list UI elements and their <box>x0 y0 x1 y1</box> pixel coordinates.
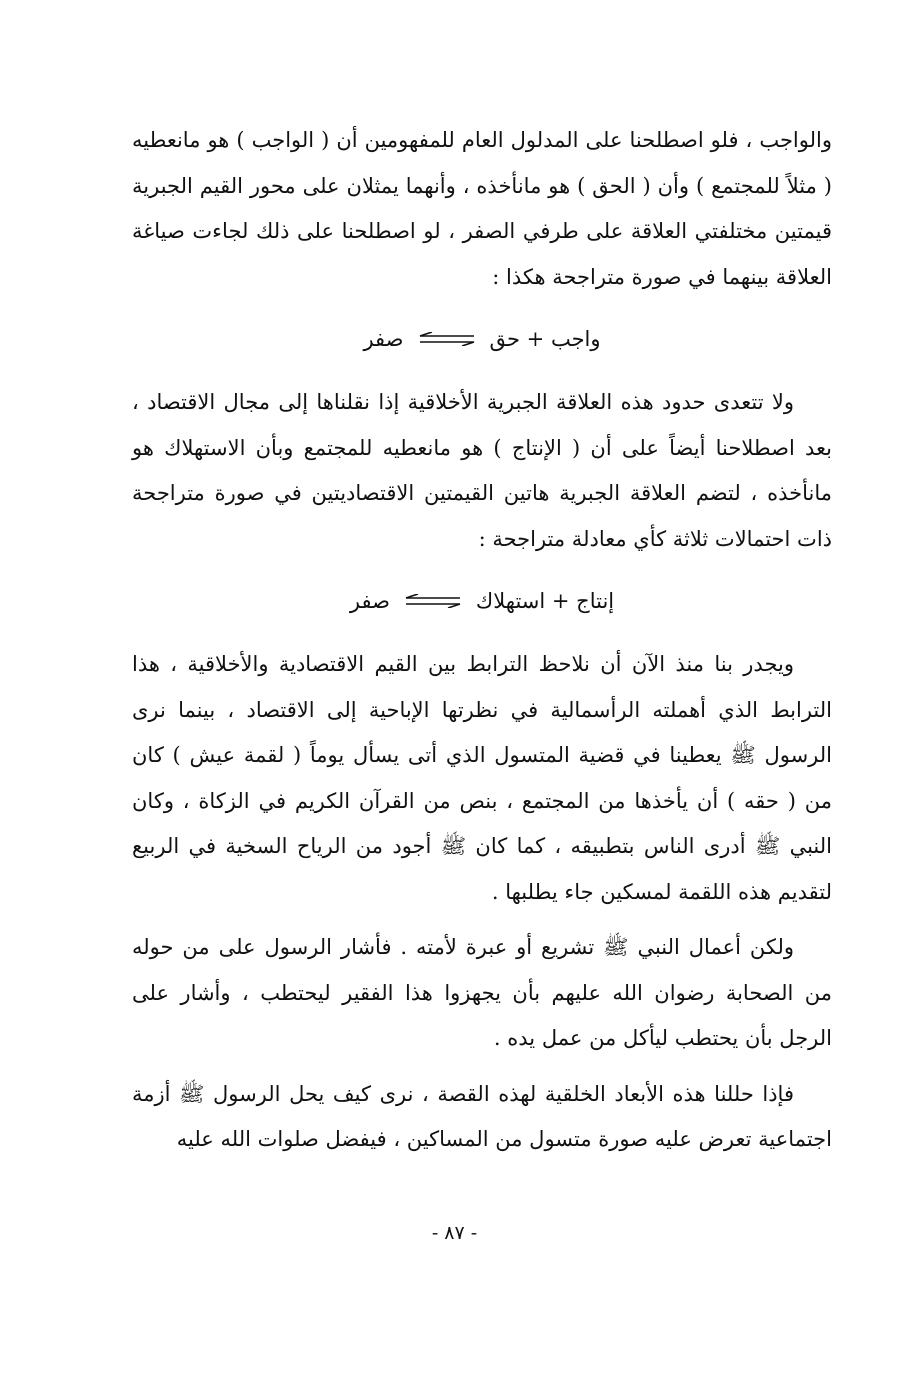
formula-lhs: إنتاج + استهلاك <box>475 589 615 613</box>
page-number: - ٨٧ - <box>431 1222 478 1244</box>
paragraph-2: ولا تتعدى حدود هذه العلاقة الجبرية الأخلاقية إذا نقلناها إلى مجال الاقتصاد ، بعد اصطلاحنا أيضاً على أن ( الإنتاج ) هو مانعطيه للمجتمع وبأن الاستهلاك هو مانأخذه ، لتضم العلاقة الجبرية هاتين القيمتين الاقتصاديتين في صورة متراجحة ذات احتمالات ثلاثة كأي معادلة متراجحة : <box>132 390 832 551</box>
formula-lhs: واجب + حق <box>489 327 601 351</box>
paragraph-3: ويجدر بنا منذ الآن أن نلاحظ الترابط بين القيم الاقتصادية والأخلاقية ، هذا الترابط الذي أهملته الرأسمالية في نظرتها الإباحية إلى الاقتصاد ، بينما نرى الرسول ﷺ يعطينا في قضية المتسول الذي أتى يسأل يوماً ( لقمة عيش ) كان من ( حقه ) أن يأخذها من المجتمع ، بنص من القرآن الكريم في الزكاة ، وكان النبي ﷺ أدرى الناس بتطبيقه ، كما كان ﷺ أجود من الرياح السخية في الربيع لتقديم هذه اللقمة لمسكين جاء يطلبها . <box>132 652 832 904</box>
formula-duty-right <box>132 310 832 368</box>
page-body <box>132 118 832 1163</box>
paragraph-5: فإذا حللنا هذه الأبعاد الخلقية لهذه القصة ، نرى كيف يحل الرسول ﷺ أزمة اجتماعية تعرض عليه صورة متسول من المساكين ، فيفضل صلوات الله عليه <box>132 1081 832 1151</box>
paragraph-4: ولكن أعمال النبي ﷺ تشريع أو عبرة لأمته . فأشار الرسول على من حوله من الصحابة رضوان الله عليهم بأن يجهزوا هذا الفقير ليحتطب ، وأشار على الرجل بأن يحتطب ليأكل من عمل يده . <box>132 935 832 1050</box>
paragraph-1: والواجب ، فلو اصطلحنا على المدلول العام للمفهومين أن ( الواجب ) هو مانعطيه ( مثلاً للمجتمع ) وأن ( الحق ) هو مانأخذه ، وأنهما يمثلان على محور القيم الجبرية قيمتين مختلفتي العلاقة على طرفي الصفر ، لو اصطلحنا على ذلك لجاءت صياغة العلاقة بينهما في صورة متراجحة هكذا : <box>132 128 832 289</box>
harpoon-arrow-icon <box>418 332 476 346</box>
harpoon-arrow-icon <box>404 594 462 608</box>
formula-rhs: صفر <box>349 589 390 613</box>
formula-rhs: صفر <box>363 327 404 351</box>
formula-production-consumption <box>132 572 832 630</box>
